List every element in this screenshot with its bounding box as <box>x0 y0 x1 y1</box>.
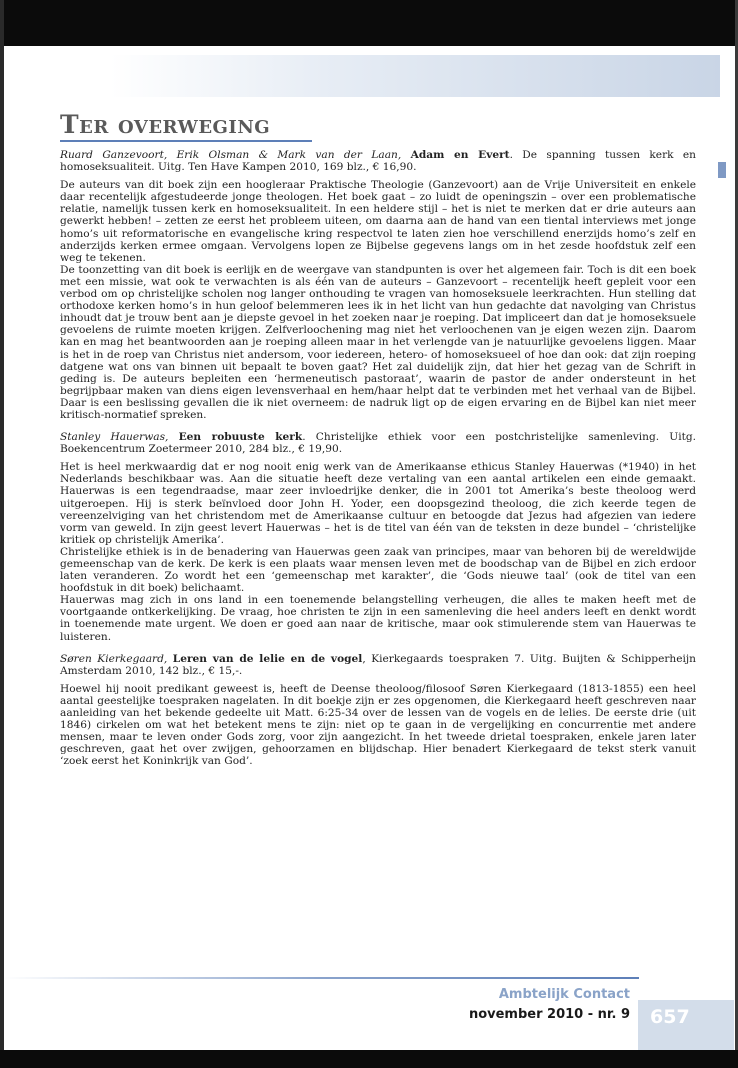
review-details: , Kierkegaards toespraken 7. Uitg. Buijten & Schipperheijn Amsterdam 2010, 142 blz., € 15,-. <box>60 652 697 677</box>
margin-marker <box>718 162 726 178</box>
review-paragraph: Hauerwas mag zich in ons land in een toenemende belangstelling verheugen, die alles te maken heeft met de voortgaande ontkerkelijking. De vraag, hoe christen te zijn in een samenleving die heel anders leeft en denkt wordt in toenemende mate urgent. We doen er goed aan naar de kritische, maar ook stimulerende stem van Hauerwas te luisteren. <box>60 594 696 643</box>
scan-border-bottom <box>0 1050 738 1068</box>
journal-issue: november 2010 - nr. 9 <box>468 1007 630 1022</box>
review-paragraph: Hoewel hij nooit predikant geweest is, heeft de Deense theoloog/filosoof Søren Kierkegaard (1813-1855) een heel aantal geestelijke toespraken nagelaten. In dit boekje zijn er zes opgenomen, die Kierkegaard heeft geschreven naar aanleiding van het bekende gedeelte uit Matt. 6:25-34 over de lessen van de vogels en de lelies. De eerste drie (uit 1846) cirkelen om wat het betekent mens te zijn: niet op te gaan in de vergelijking en concurrentie met andere mensen, maar te leven onder Gods zorg, voor zijn aangezicht. In het tweede drietal toespraken, enkele jaren later geschreven, gaat het over zwijgen, gehoorzamen en blijdschap. Hier benadert Kierkegaard de tekst sterk vanuit ‘zoek eerst het Koninkrijk van God’. <box>60 682 696 768</box>
review-book-title: Adam en Evert <box>410 149 510 161</box>
page-title: Ter overweging <box>60 110 271 139</box>
review-authors: Søren Kierkegaard, <box>60 652 168 665</box>
review-reference <box>60 149 696 173</box>
review-authors: Ruard Ganzevoort, Erik Olsman & Mark van der Laan, <box>60 149 402 161</box>
title-underline <box>60 140 312 142</box>
review-paragraph: Het is heel merkwaardig dat er nog nooit enig werk van de Amerikaanse ethicus Stanley Hauerwas (*1940) in het Nederlands beschikbaar was. Aan die situatie heeft deze vertaling van een aantal artikelen een einde gemaakt. Hauerwas is een tegendraadse, maar zeer invloedrijke denker, die in 2001 tot Amerika’s beste theoloog werd uitgeroepen. Hij is sterk beïnvloed door John H. Yoder, een doopsgezind theoloog, die zich keerde tegen de vereenzelviging van het christendom met de Amerikaanse cultuur en betoogde dat Jezus had afgezien van iedere vorm van geweld. In zijn geest levert Hauerwas – het is de titel van één van de teksten in deze bundel – ‘christelijke kritiek op christelijk Amerika’. <box>60 461 696 546</box>
journal-footer <box>469 985 630 1025</box>
review-authors: Stanley Hauerwas, <box>60 431 169 444</box>
scan-border-left <box>0 0 4 1068</box>
review-details: . De spanning tussen kerk en homoseksualiteit. Uitg. Ten Have Kampen 2010, 169 blz., € 16,90. <box>60 149 697 174</box>
header-band <box>110 55 720 97</box>
page-number: 657 <box>650 1006 690 1028</box>
review-reference <box>60 653 696 677</box>
review-paragraph: De toonzetting van dit boek is eerlijk en de weergave van standpunten is over het algemeen fair. Toch is dit een boek met een missie, wat ook te verwachten is als één van de auteurs – Ganzevoort – recentelijk heeft gepleit voor een verbod om op christelijke scholen nog langer onthouding te vragen van homoseksuele leerkrachten. Hun stelling dat orthodoxe kerken homo’s in hun geloof belemmeren lees ik in het licht van hun gedachte dat navolging van Christus inhoudt dat je trouw bent aan je diepste gevoel in het zoeken naar je roeping. Dat impliceert dan dat je homoseksuele gevoelens de ruimte moeten krijgen. Zelfverloochening mag niet het verloochenen van je eigen wezen zijn. Daarom kan en mag het beantwoorden aan je roeping alleen maar in het verlengde van je natuurlijke gevoelens liggen. Maar is het in de roep van Christus niet andersom, voor iedereen, hetero- of homoseksueel of hoe dan ook: dat zijn roeping datgene wat ons van binnen uit bepaalt te boven gaat? Het zal duidelijk zijn, dat hier het gezag van de Schrift in geding is. De auteurs bepleiten een ‘hermeneutisch pastoraat’, waarin de pastor de ander ondersteunt in het begrijpbaar maken van diens eigen levensverhaal en hem/haar helpt dat te verbinden met het verhaal van de Bijbel. Daar is een beslissing gevallen die ik niet overneem: de nadruk ligt op de eigen ervaring en de Bijbel kan niet meer kritisch-normatief spreken. <box>60 263 696 421</box>
scan-border-top <box>0 0 738 46</box>
review-book-title: Een robuuste kerk <box>178 431 303 444</box>
review-details: . Christelijke ethiek voor een postchristelijke samenleving. Uitg. Boekencentrum Zoetermeer 2010, 284 blz., € 19,90. <box>60 431 697 456</box>
review-reference <box>60 431 696 455</box>
review-paragraph: Christelijke ethiek is in de benadering van Hauerwas geen zaak van principes, maar van behoren bij de wereldwijde gemeenschap van de kerk. De kerk is een plaats waar mensen leven met de boodschap van de Bijbel en zich erdoor laten veranderen. Zo wordt het een ‘gemeenschap met karakter’, die ‘Gods nieuwe taal’ (ook de titel van een hoofdstuk in dit boek) belichaamt. <box>60 545 696 595</box>
review-book-title: Leren van de lelie en de vogel <box>172 652 363 665</box>
footer-rule <box>4 977 639 979</box>
review-paragraph: De auteurs van dit boek zijn een hoogleraar Praktische Theologie (Ganzevoort) aan de Vrije Universiteit en enkele daar recentelijk afgestudeerde jonge theologen. Het boek gaat – zo luidt de openingszin – over een problematische relatie, namelijk tussen kerk en homoseksualiteit. In een heldere stijl – het is niet te merken dat er drie auteurs aan gewerkt hebben! – zetten ze eerst het probleem uiteen, om daarna aan de hand van een tiental interviews met jonge homo’s uit reformatorische en evangelische kring respectvol te laten zien hoe verschillend enerzijds homo’s zelf en anderzijds kerken ermee omgaan. Vervolgens lopen ze Bijbelse gegevens langs om in het zesde hoofdstuk zelf een weg te tekenen. <box>60 179 696 264</box>
article-body <box>60 149 696 768</box>
journal-name: Ambtelijk Contact <box>498 987 630 1002</box>
